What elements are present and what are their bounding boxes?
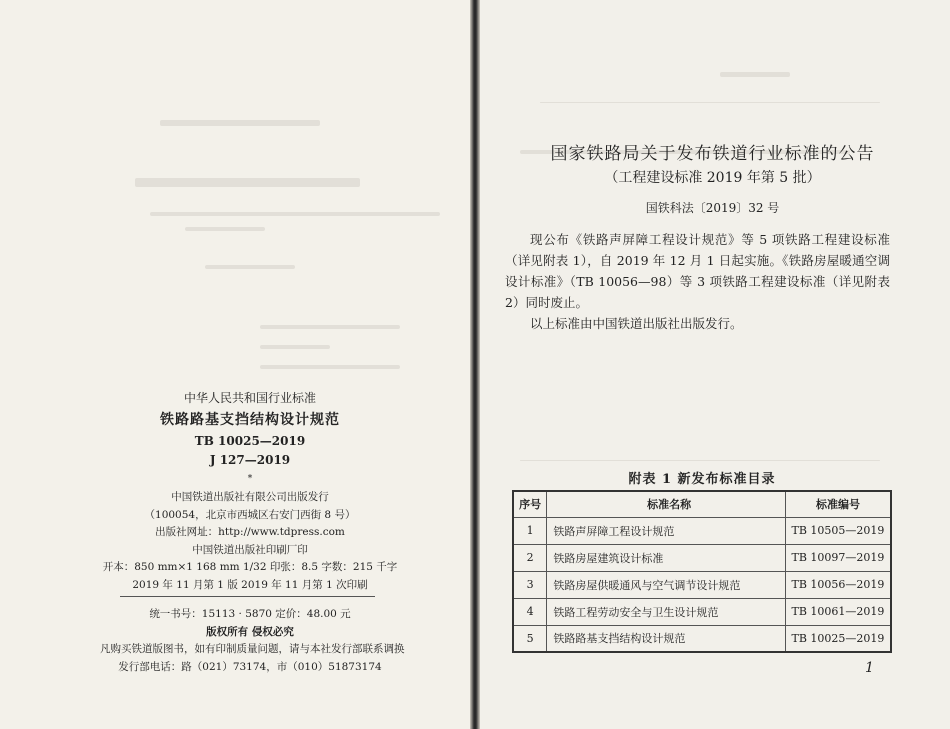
announcement-doc-number: 国铁科法〔2019〕32 号: [645, 201, 780, 215]
row-code: TB 10061—2019: [785, 598, 891, 625]
header-name: 标准名称: [547, 491, 786, 517]
announcement-subtitle: （工程建设标准 2019 年第 5 批）: [604, 170, 821, 186]
table-row: [513, 571, 891, 598]
row-no: 5: [513, 625, 547, 652]
row-name: 铁路声屏障工程设计规范: [547, 517, 786, 544]
show-through-mark: [260, 345, 330, 349]
announcement-title: 国家铁路局关于发布铁道行业标准的公告: [550, 144, 875, 164]
imprint-quality-notice: 凡购买铁道版图书，如有印制质量问题，请与本社发行部联系调换: [100, 643, 405, 655]
show-through-mark: [160, 120, 320, 126]
announcement-paragraph: 现公布《铁路声屏障工程设计规范》等 5 项铁路工程建设标准（详见附表 1），自 2019 年 12 月 1 日起实施。《铁路房屋暖通空调设计标准》（TB 10056—98）等 3 项铁路工程建设标准（详见附表 2）同时废止。: [505, 232, 890, 310]
announcement-paragraph: 以上标准由中国铁道出版社出版发行。: [530, 316, 743, 331]
imprint-phone: 发行部电话：路（021）73174，市（010）51873174: [118, 660, 382, 673]
imprint-address: （100054，北京市西城区右安门西街 8 号）: [144, 508, 356, 521]
left-page: [0, 0, 470, 729]
copyright-imprint: [100, 391, 405, 679]
imprint-specs: 开本：850 mm×1 168 mm 1/32 印张：8.5 字数：215 千字: [102, 561, 398, 573]
imprint-code-j: J 127—2019: [209, 453, 291, 467]
page-number: 1: [865, 660, 874, 676]
row-name: 铁路工程劳动安全与卫生设计规范: [547, 598, 786, 625]
standards-table: [512, 490, 892, 653]
row-name: 铁路路基支挡结构设计规范: [547, 625, 786, 652]
imprint-publisher: 中国铁道出版社有限公司出版发行: [171, 491, 329, 503]
book-spine: [470, 0, 480, 729]
show-through-mark: [260, 325, 400, 329]
table-caption: 附表 1 新发布标准目录: [628, 472, 776, 487]
row-code: TB 10025—2019: [785, 625, 891, 652]
row-code: TB 10505—2019: [785, 517, 891, 544]
row-code: TB 10056—2019: [785, 571, 891, 598]
table-row: [513, 517, 891, 544]
show-through-mark: [520, 460, 880, 461]
imprint-edition: 2019 年 11 月第 1 版 2019 年 11 月第 1 次印刷: [132, 578, 368, 591]
row-no: 1: [513, 517, 547, 544]
imprint-title: 铁路路基支挡结构设计规范: [160, 412, 340, 428]
show-through-mark: [135, 178, 360, 187]
row-no: 3: [513, 571, 547, 598]
table-row: [513, 625, 891, 652]
show-through-mark: [260, 365, 400, 369]
imprint-code-tb: TB 10025—2019: [194, 434, 306, 448]
header-code: 标准编号: [785, 491, 891, 517]
row-code: TB 10097—2019: [785, 544, 891, 571]
show-through-mark: [150, 212, 440, 216]
show-through-mark: [540, 102, 880, 103]
row-name: 铁路房屋建筑设计标准: [547, 544, 786, 571]
row-name: 铁路房屋供暖通风与空气调节设计规范: [547, 571, 786, 598]
imprint-series: 中华人民共和国行业标准: [183, 391, 316, 405]
table-row: [513, 598, 891, 625]
announcement-body: [505, 229, 890, 334]
header-no: 序号: [513, 491, 547, 517]
imprint-isbn-price: 统一书号：15113 · 5870 定价：48.00 元: [149, 608, 351, 620]
imprint-star: *: [247, 474, 253, 484]
row-no: 4: [513, 598, 547, 625]
imprint-divider: [120, 596, 375, 597]
imprint-copyright: 版权所有 侵权必究: [206, 625, 294, 638]
imprint-printer: 中国铁道出版社印刷厂印: [192, 543, 308, 556]
table-header-row: [513, 491, 891, 517]
show-through-mark: [205, 265, 295, 269]
show-through-mark: [185, 227, 265, 231]
show-through-mark: [720, 72, 790, 77]
row-no: 2: [513, 544, 547, 571]
imprint-website: 出版社网址：http://www.tdpress.com: [155, 526, 345, 538]
table-row: [513, 544, 891, 571]
